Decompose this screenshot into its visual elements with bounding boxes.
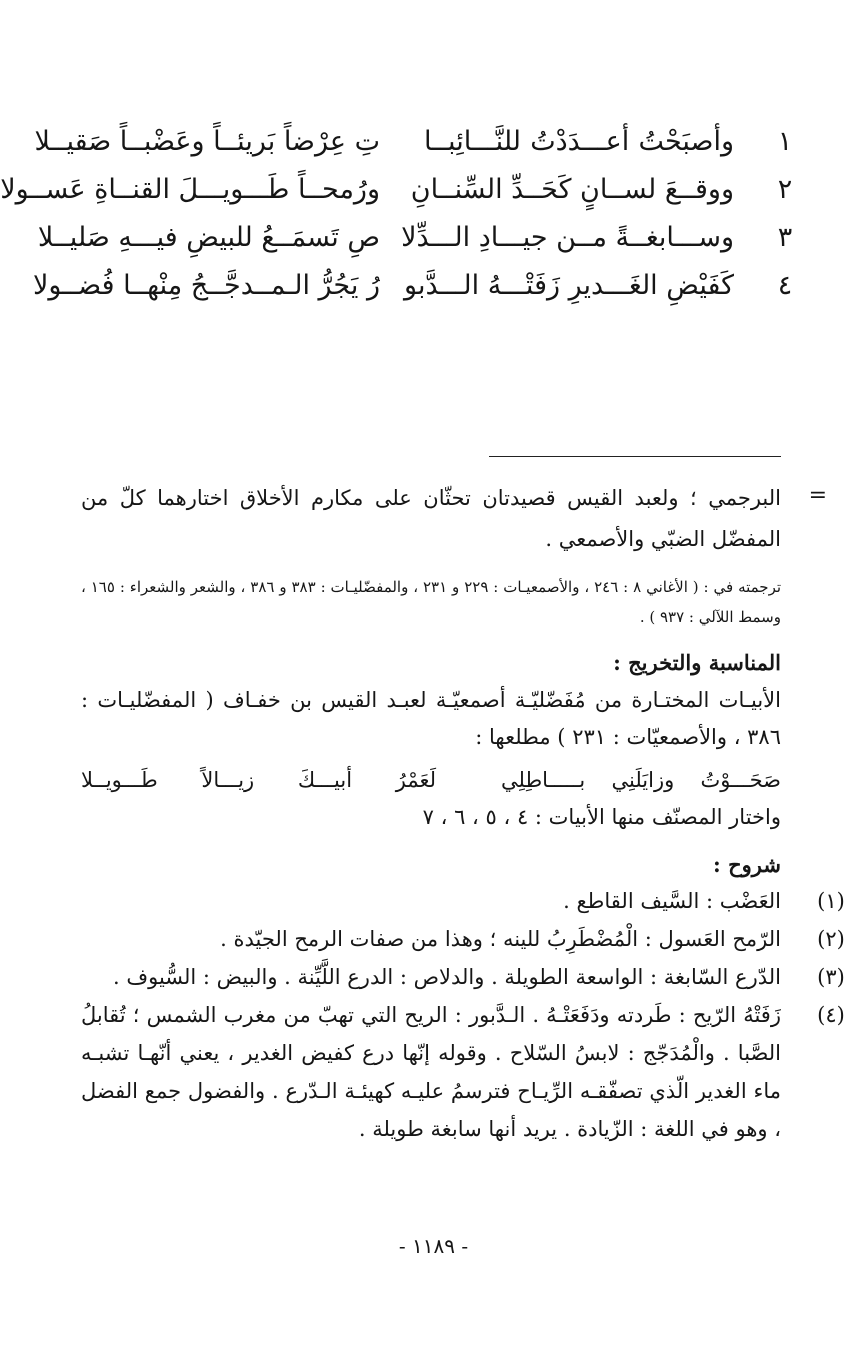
explanation-number: (٤) [817, 1003, 845, 1027]
explanation-item [81, 958, 845, 996]
explanation-number: (٣) [817, 965, 845, 989]
verse-first-hemistich: وســـابغــةً مــن جيـــادِ الـــدِّلا [401, 222, 734, 253]
explanation-text: العَضْب : السَّيف القاطع . [563, 889, 781, 913]
explanation-text: الدّرع السّابغة : الواسعة الطويلة . والدلاص : الدرع اللَّيِّنة . والبيض : السُّيوف . [112, 965, 781, 989]
opening-first-hemistich: صَحَـــوْتُ وزايَلَنِي بـــــاطِلِي [501, 768, 781, 792]
translation-references: ترجمته في : ( الأغاني ٨ : ٢٤٦ ، والأصمعيـات : ٢٢٩ و ٢٣١ ، والمفضّليـات : ٣٨٣ و ٣٨٦ ، والشعر والشعراء : ١٦٥ ، وسمط اللآلي : ٩٣٧ ) . [81, 578, 782, 626]
verse-line [33, 262, 800, 310]
explanation-text: الرّمح العَسول : الْمُضْطَرِبُ للينه ؛ وهذا من صفات الرمح الجيّدة . [220, 927, 781, 951]
verse-second-hemistich: ورُمحــاً طَـــويـــلَ القنــاةِ عَســولا [0, 174, 380, 205]
explanation-item [81, 920, 845, 958]
explanation-item [81, 996, 845, 1148]
verse-line [34, 118, 800, 166]
page-number: - ١١٨٩ - [398, 1234, 469, 1258]
explanation-number: (٢) [817, 927, 845, 951]
explanation-item [81, 882, 845, 920]
chosen-verses: واختار المصنّف منها الأبيات : ٤ ، ٥ ، ٦ ، ٧ [422, 805, 781, 829]
explanation-text: زَفَتْهُ الرّيح : طَردته ودَفَعَتْـهُ . الـدَّبور : الريح التي تهبّ من مغرب الشمس ؛ تُقابلُ الصَّبا . والْمُدَجّج : لابسُ السّلاح . وقوله إنّها درع كفيض الغدير ، يعني أنّهـا تشبـه ماء الغدير الّذي تصفّقـه الرِّيـاح فترسمُ عليـه كهيئـة الـدّرع . والفضول جمع الفضل ، وهو في اللغة : الزّيادة . يريد أنها سابغة طويلة . [81, 1003, 781, 1141]
opening-verse [81, 760, 781, 800]
opening-second-hemistich: لَعَمْرُ أبيـــكَ زيـــالاً طَـــويــلا [81, 768, 436, 792]
verse-line [37, 214, 800, 262]
poem-section [0, 118, 800, 310]
continuation-mark: = [808, 483, 827, 508]
verse-second-hemistich: تِ عِرْضاً بَريئــاً وعَضْبــاً صَقيــلا [34, 126, 380, 157]
sources-text: الأبيـات المختـارة من مُفَضّليّـة أصمعيّـة لعبـد القيس بن خفـاف ( المفضّليـات : ٣٨٦ ، والأصمعيّات : ٢٣١ ) مطلعها : [81, 688, 781, 749]
verse-first-hemistich: ووقــعَ لســانٍ كَحَــدِّ السِّنــانِ [410, 174, 734, 205]
verse-number: ٣ [777, 222, 793, 253]
poet-bio: البرجمي ؛ ولعبد القيس قصيدتان تحثّان على مكارم الأخلاق اختارهما كلّ من المفضّل الضبّي والأصمعي . [81, 486, 781, 551]
footnote-divider [489, 456, 781, 457]
explanations-heading: شروح : [713, 852, 781, 877]
verse-number: ٢ [777, 174, 793, 205]
verse-second-hemistich: رُ يَجُرُّ الـمــدجَّــجُ مِنْهــا فُضــولا [33, 270, 380, 301]
verse-second-hemistich: صِ تَسمَــعُ للبيضِ فيـــهِ صَليــلا [37, 222, 380, 253]
verse-first-hemistich: كَفَيْضِ الغَـــديرِ زَفَتْـــهُ الـــدَّبو [404, 270, 734, 301]
footnote-section [81, 478, 845, 1148]
explanation-number: (١) [817, 889, 845, 913]
verse-line [0, 166, 800, 214]
sources-heading: المناسبة والتخريج : [613, 650, 781, 675]
verse-number: ١ [777, 126, 793, 157]
verse-number: ٤ [777, 270, 793, 301]
explanations [81, 848, 845, 1148]
verse-first-hemistich: وأصبَحْتُ أعـــدَدْتُ للنَّـــائِبــا [424, 126, 734, 157]
